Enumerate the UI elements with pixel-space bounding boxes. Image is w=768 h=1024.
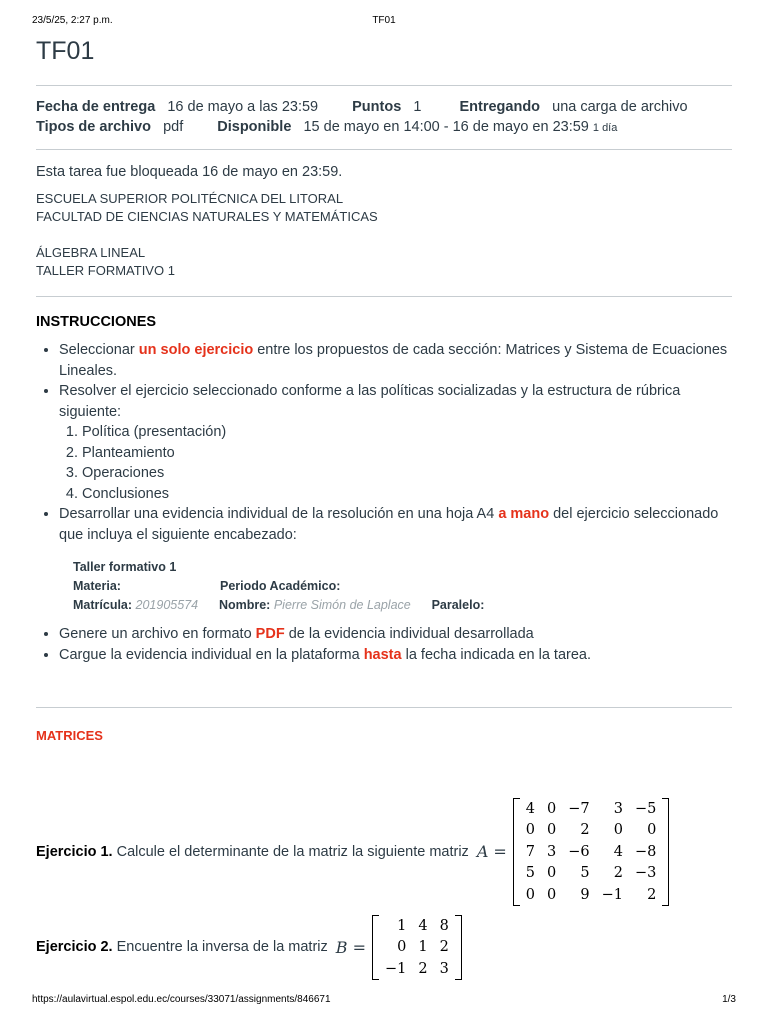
matrix-cell: 3 <box>613 800 624 817</box>
rubric-item: 1. Política (presentación) <box>82 422 732 443</box>
matrix-cell: 0 <box>547 822 557 839</box>
matrix-b-symbol: B <box>335 937 348 957</box>
text: entre los propuestos de cada sección: Matrices y Sistema de Ecuaciones Lineales. <box>59 342 728 379</box>
text: del ejercicio seleccionado que incluya el siguiente encabezado: <box>59 506 719 543</box>
matrix-cell: 8 <box>439 917 449 934</box>
matrix-row <box>520 884 663 906</box>
left-bracket <box>372 915 379 980</box>
exercise-1-label: Ejercicio 1. <box>36 843 113 860</box>
details-row-2 <box>36 117 732 138</box>
matrix-cell: −5 <box>635 800 657 817</box>
matrix-cell: 0 <box>525 822 536 839</box>
list-item <box>59 645 732 666</box>
matrix-row <box>520 841 663 863</box>
page-title: TF01 <box>36 37 95 65</box>
submitting-value: una carga de archivo <box>552 99 688 115</box>
assignment-details <box>36 97 732 138</box>
list-item <box>59 504 732 615</box>
matrix-b <box>372 915 462 980</box>
divider <box>36 707 732 708</box>
matrix-row <box>520 820 663 842</box>
text: Desarrollar una evidencia individual de la resolución en una hoja A4 <box>59 506 499 522</box>
list-item <box>59 340 732 381</box>
header-title <box>73 558 732 577</box>
nombre-label: Nombre: <box>218 598 271 612</box>
matrix-cell: 2 <box>647 886 657 903</box>
header-row-1 <box>73 577 732 596</box>
matrix-cell: 0 <box>613 822 624 839</box>
matrix-cell: −7 <box>568 800 590 817</box>
faculty-name: FACULTAD DE CIENCIAS NATURALES Y MATEMÁTICAS <box>36 209 378 224</box>
available-label: Disponible <box>217 119 292 135</box>
text: de la evidencia individual desarrollada <box>284 626 534 642</box>
matrix-cell: −3 <box>635 865 657 882</box>
matrix-a-table <box>520 798 663 906</box>
due-label: Fecha de entrega <box>36 99 156 115</box>
matrix-cell: 7 <box>525 843 536 860</box>
matrix-cell: 0 <box>547 800 557 817</box>
exercise-2 <box>36 915 462 980</box>
rubric-item: 2. Planteamiento <box>82 443 732 464</box>
matricula-value: 201905574 <box>135 598 199 612</box>
matrix-cell: 2 <box>580 822 590 839</box>
workshop-name: TALLER FORMATIVO 1 <box>36 263 175 278</box>
locked-notice: Esta tarea fue bloqueada 16 de mayo en 23:59. <box>36 164 343 180</box>
materia-label: Materia: <box>73 579 121 593</box>
matrix-cell: 4 <box>613 843 624 860</box>
matrix-row <box>520 863 663 885</box>
rubric-item: 4. Conclusiones <box>82 484 732 505</box>
rubric-list <box>59 422 732 504</box>
header-title-text: Taller formativo 1 <box>73 560 177 574</box>
matrix-cell: −6 <box>568 843 590 860</box>
highlight: hasta <box>363 646 402 663</box>
matrix-a-symbol: A <box>476 842 489 862</box>
text: la fecha indicada en la tarea. <box>401 646 592 663</box>
divider <box>36 296 732 297</box>
text: Resolver el ejercicio seleccionado conforme a las políticas socializadas y la estructura de rúbrica siguiente: <box>59 383 681 420</box>
matrix-row <box>520 798 663 820</box>
matrix-cell: 4 <box>418 917 428 934</box>
exercise-1-text: Calcule el determinante de la matriz la siguiente matriz <box>112 843 473 860</box>
matrix-cell: 2 <box>418 960 428 977</box>
matrix-cell: 5 <box>580 865 590 882</box>
due-value: 16 de mayo a las 23:59 <box>167 99 319 115</box>
matrix-cell: 3 <box>439 960 449 977</box>
highlight: PDF <box>255 626 285 642</box>
available-value: 15 de mayo en 14:00 - 16 de mayo en 23:59 <box>303 119 589 135</box>
matrix-row <box>379 937 455 959</box>
submitting-label: Entregando <box>459 99 541 115</box>
divider <box>36 149 732 150</box>
list-item <box>59 624 732 645</box>
exercise-1 <box>36 798 669 906</box>
course-name: ÁLGEBRA LINEAL <box>36 245 146 260</box>
divider <box>36 85 732 86</box>
matrix-cell: 1 <box>418 939 428 956</box>
right-bracket <box>455 915 462 980</box>
highlight: un solo ejercicio <box>138 342 254 358</box>
text: Seleccionar <box>59 342 139 358</box>
matrix-cell: 2 <box>439 939 449 956</box>
school-name: ESCUELA SUPERIOR POLITÉCNICA DEL LITORAL <box>36 191 344 206</box>
header-row-2 <box>73 596 732 615</box>
highlight: a mano <box>498 506 550 522</box>
matrix-a <box>513 798 670 906</box>
matrix-cell: −1 <box>384 960 407 977</box>
school-info <box>36 190 732 280</box>
assignment-content <box>36 30 732 743</box>
instructions-heading: INSTRUCCIONES <box>36 314 157 330</box>
rubric-item: 3. Operaciones <box>82 463 732 484</box>
equals-sign: = <box>352 937 366 957</box>
filetypes-value: pdf <box>163 119 184 135</box>
matrix-cell: −1 <box>601 886 624 903</box>
matrix-cell: 0 <box>525 886 536 903</box>
print-url: https://aulavirtual.espol.edu.ec/courses/33071/assignments/846671 <box>32 994 331 1005</box>
points-label: Puntos <box>352 99 402 115</box>
page-number: 1/3 <box>722 994 736 1005</box>
equals-sign: = <box>493 842 507 862</box>
right-bracket <box>662 798 669 906</box>
matricula-label: Matrícula: <box>73 598 133 612</box>
matrix-cell: 1 <box>397 917 407 934</box>
points-value: 1 <box>413 99 422 115</box>
matrix-cell: 0 <box>547 886 557 903</box>
matrix-cell: 0 <box>647 822 657 839</box>
matrix-row <box>379 958 455 980</box>
list-item <box>59 381 732 504</box>
details-row-1 <box>36 97 732 117</box>
text: Genere un archivo en formato <box>59 626 256 642</box>
matrix-cell: 5 <box>525 865 536 882</box>
available-duration: 1 día <box>592 122 618 134</box>
matrices-heading: MATRICES <box>36 728 103 743</box>
left-bracket <box>513 798 520 906</box>
paralelo-label: Paralelo: <box>431 598 485 612</box>
header-template <box>73 558 732 615</box>
matrix-cell: 3 <box>547 843 557 860</box>
matrix-cell: −8 <box>635 843 657 860</box>
matrix-row <box>379 915 455 937</box>
matrix-cell: 0 <box>397 939 407 956</box>
print-date: 23/5/25, 2:27 p.m. <box>32 15 113 26</box>
matrix-b-table <box>379 915 455 980</box>
exercise-2-label: Ejercicio 2. <box>36 939 113 956</box>
instructions-list <box>36 340 732 665</box>
print-title: TF01 <box>372 15 396 26</box>
matrix-cell: 4 <box>525 800 536 817</box>
matrix-cell: 9 <box>580 886 590 903</box>
matrix-cell: 0 <box>547 865 557 882</box>
text: Cargue la evidencia individual en la plataforma <box>59 646 364 663</box>
nombre-value: Pierre Simón de Laplace <box>273 598 411 612</box>
filetypes-label: Tipos de archivo <box>36 119 151 135</box>
exercise-2-text: Encuentre la inversa de la matriz <box>112 939 332 956</box>
matrix-cell: 2 <box>613 865 624 882</box>
periodo-label: Periodo Académico: <box>220 579 341 593</box>
